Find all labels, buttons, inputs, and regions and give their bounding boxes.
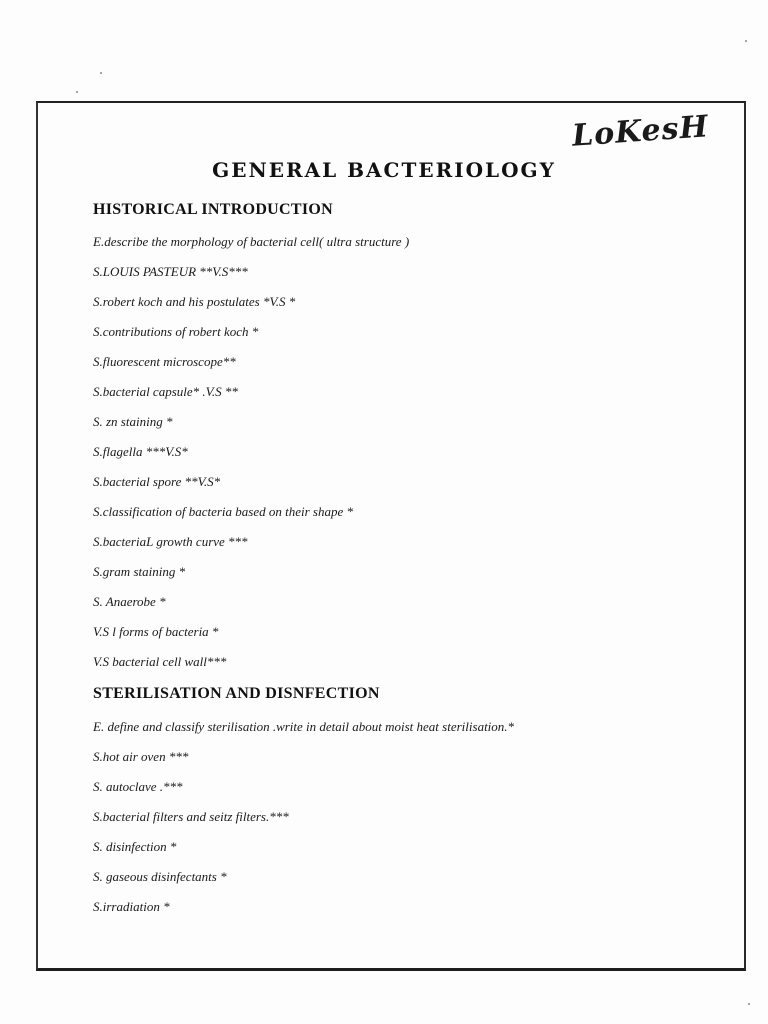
scan-speck bbox=[748, 1003, 750, 1005]
list-item: S.bacteriaL growth curve *** bbox=[93, 534, 248, 549]
list-item: S.bacterial spore **V.S* bbox=[93, 474, 221, 489]
list-item: S. zn staining * bbox=[93, 414, 173, 429]
document-title: GENERAL BACTERIOLOGY bbox=[212, 158, 556, 182]
list-item: S.flagella ***V.S* bbox=[93, 444, 188, 459]
signature: LoKesH bbox=[570, 109, 710, 154]
list-item: V.S l forms of bacteria * bbox=[93, 624, 219, 639]
list-item: S.hot air oven *** bbox=[93, 749, 189, 764]
list-item: S. autoclave .*** bbox=[93, 779, 183, 794]
list-item: E.describe the morphology of bacterial cell( ultra structure ) bbox=[93, 234, 410, 249]
list-item: E. define and classify sterilisation .write in detail about moist heat sterilisation.* bbox=[93, 719, 515, 734]
list-item: S. disinfection * bbox=[93, 839, 177, 854]
list-item: S.LOUIS PASTEUR **V.S*** bbox=[93, 264, 248, 279]
list-item: S.irradiation * bbox=[93, 899, 170, 914]
list-item: S.bacterial capsule* .V.S ** bbox=[93, 384, 238, 399]
scan-speck bbox=[100, 72, 102, 74]
scan-speck bbox=[745, 40, 747, 42]
list-item: S.robert koch and his postulates *V.S * bbox=[93, 294, 296, 309]
list-item: S. gaseous disinfectants * bbox=[93, 869, 227, 884]
scan-speck bbox=[76, 91, 78, 93]
list-item: S.contributions of robert koch * bbox=[93, 324, 259, 339]
list-item: S.gram staining * bbox=[93, 564, 186, 579]
list-item: S.fluorescent microscope** bbox=[93, 354, 236, 369]
list-item: S.classification of bacteria based on their shape * bbox=[93, 504, 353, 519]
section-heading-historical-introduction: HISTORICAL INTRODUCTION bbox=[93, 201, 333, 218]
list-item: S. Anaerobe * bbox=[93, 594, 166, 609]
list-item: V.S bacterial cell wall*** bbox=[93, 654, 227, 669]
section-heading-sterilisation: STERILISATION AND DISNFECTION bbox=[93, 685, 380, 702]
list-item: S.bacterial filters and seitz filters.*** bbox=[93, 809, 289, 824]
